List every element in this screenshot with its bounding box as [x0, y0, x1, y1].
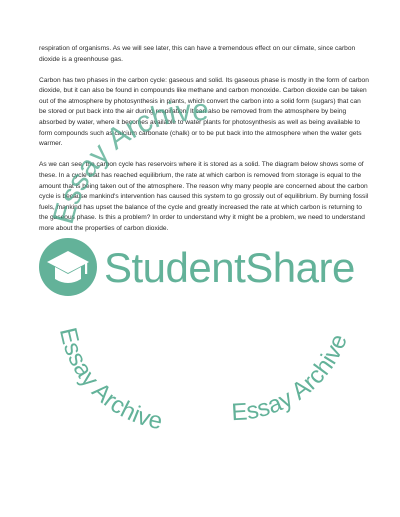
paragraph-3: As we can see, the carbon cycle has reservoirs where it is stored as a solid. The diagram below shows some of these. In a cycle that has reached equilibrium, the rate at which carbon is removed from storage is equal to the amount that is being taken out of the atmosphere. The reason why many people are concerned about the carbon cycle is because mankind's intervention has caused this system to go grossly out of equilibrium. By burning fossil fuels, mankind has upset the balance of the cycle and greatly increased the rate at which carbon is returning to the gaseous phase. Is this a problem? In order to understand why it might be a problem, we need to understand more about the properties of carbon dioxide.	[39, 161, 369, 232]
paragraph-1: respiration of organisms. As we will see later, this can have a tremendous effect on our climate, since carbon dioxide is a greenhouse gas.	[39, 45, 356, 63]
watermark-arc-right: Essay Archive	[230, 330, 353, 427]
brand-name: StudentShare	[104, 244, 355, 291]
watermark-arc-left: Essay Archive	[53, 325, 165, 436]
paragraph-2: Carbon has two phases in the carbon cycle: gaseous and solid. Its gaseous phase is mostly in the form of carbon dioxide, but it can also be found in compounds like methane and carbon monoxide. Carbon dioxide can be taken out of the atmosphere by photosynthesis in plants, which convert the carbon into a solid form (sugars) that can be stored or put back into the air during respiration. It can also be removed from the atmosphere by being absorbed by water, where it becomes available to water plants for photosynthesis as well as being available to form compounds such as calcium carbonate (chalk) or to be put back into the atmosphere when the water gets warmer.	[39, 76, 369, 148]
document-body	[39, 44, 369, 245]
watermark-arc-top: Essay Archive	[46, 94, 209, 228]
graduation-cap-icon	[39, 238, 97, 296]
